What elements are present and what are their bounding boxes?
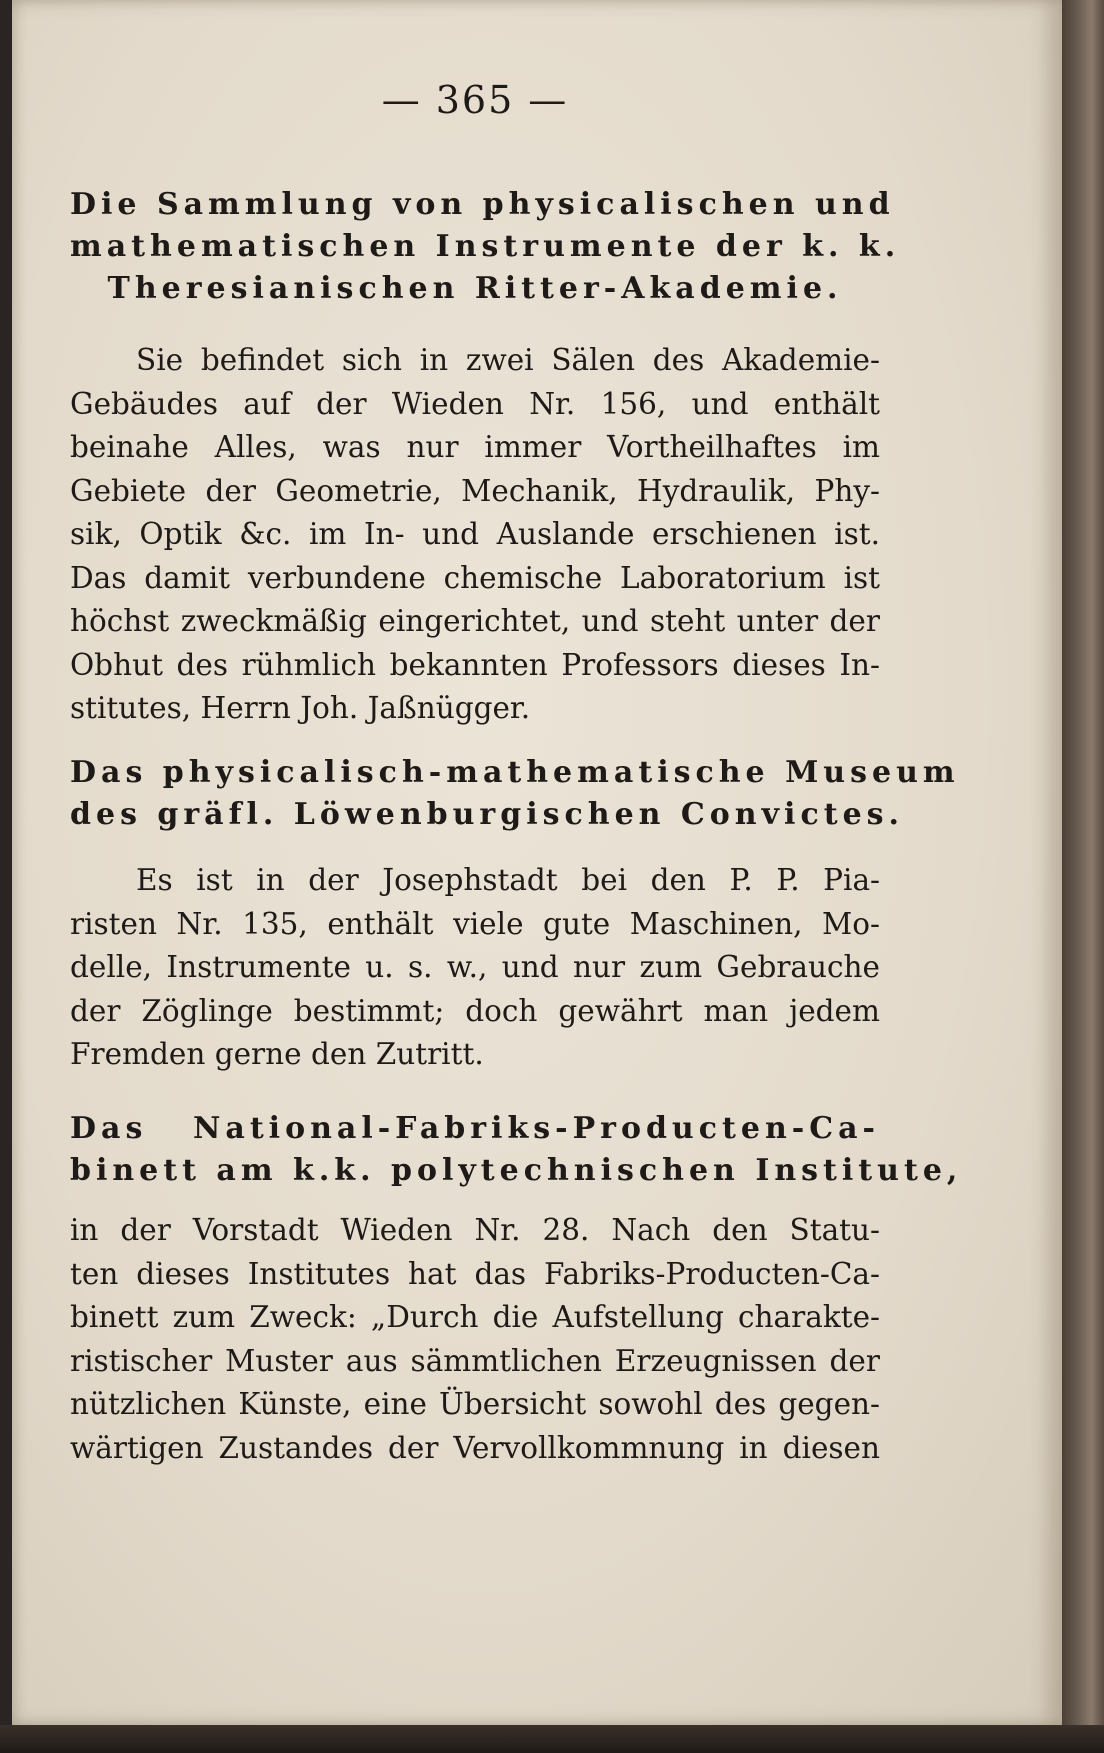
scan-bottom-border [0,1725,1104,1753]
section-body-product-cabinet [70,1209,880,1470]
header-dash-right: — [528,78,569,122]
body-line: ristischer Muster aus sämmtlichen Erzeugnissen der [70,1343,880,1378]
section-body-museum [70,859,880,1077]
page-header [70,78,880,122]
heading-line: Die Sammlung von physicalischen und [70,187,895,222]
body-line: der Zöglinge bestimmt; doch gewährt man jedem [70,993,880,1028]
body-line: Fremden gerne den Zutritt. [70,1037,484,1071]
section-heading-museum [70,752,960,836]
body-line: Das damit verbundene chemische Laboratorium ist [70,560,880,595]
body-line: wärtigen Zustandes der Vervollkommnung in diesen [70,1430,880,1465]
book-page-edge [1062,0,1104,1753]
body-line: nützlichen Künste, eine Übersicht sowohl des gegen- [70,1387,880,1421]
page-number: 365 [435,78,515,122]
body-line: beinahe Alles, was nur immer Vortheilhaftes im [70,430,880,464]
section-heading-physical-instruments [70,184,901,310]
body-line: sik, Optik &c. im In- und Auslande erschienen ist. [70,517,880,551]
body-line: delle, Instrumente u. s. w., und nur zum Gebrauche [70,950,880,984]
body-line: höchst zweckmäßig eingerichtet, und steht unter der [70,604,880,638]
section-heading-product-cabinet [70,1108,963,1192]
heading-line: des gräfl. Löwenburgischen Convictes. [70,797,904,832]
heading-line: mathematischen Instrumente der k. k. [70,229,901,264]
heading-line: Das physicalisch-mathematische Museum [70,755,960,790]
body-line: stitutes, Herrn Joh. Jaßnügger. [70,691,531,725]
body-line: in der Vorstadt Wieden Nr. 28. Nach den Statu- [70,1213,880,1247]
page-paper [12,0,1062,1725]
body-line: binett zum Zweck: „Durch die Aufstellung charakte- [70,1300,880,1334]
body-line: Gebiete der Geometrie, Mechanik, Hydraulik, Phy- [70,473,880,508]
body-line: Sie befindet sich in zwei Sälen des Akademie- [136,343,880,377]
body-line: risten Nr. 135, enthält viele gute Maschinen, Mo- [70,906,880,941]
body-line: Obhut des rühmlich bekannten Professors dieses In- [70,647,880,682]
heading-line: Theresianischen Ritter-Akademie. [107,271,843,306]
section-body-physical-instruments [70,339,880,731]
heading-line: binett am k.k. polytechnischen Institute, [70,1153,963,1188]
body-line: ten dieses Institutes hat das Fabriks-Producten-Ca- [70,1256,880,1291]
body-line: Gebäudes auf der Wieden Nr. 156, und enthält [70,386,880,421]
body-line: Es ist in der Josephstadt bei den P. P. Pia- [136,863,880,897]
header-dash-left: — [381,78,422,122]
heading-line: Das National-Fabriks-Producten-Ca- [70,1111,880,1146]
